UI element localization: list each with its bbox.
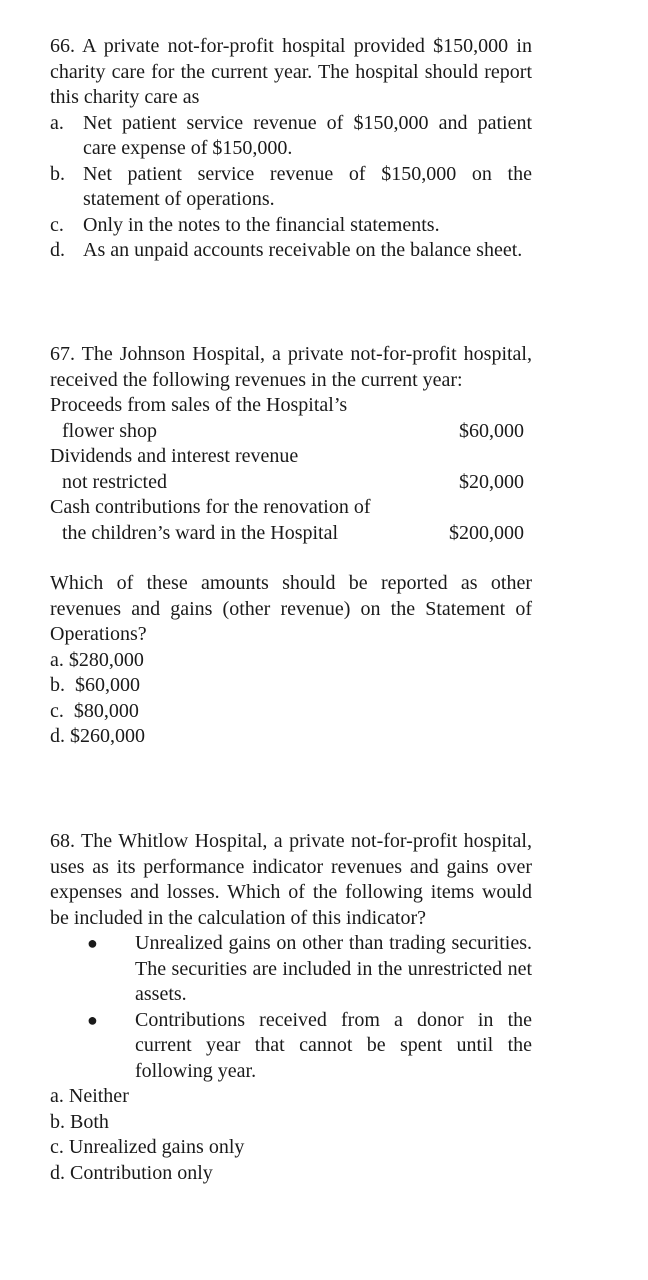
question-68-stem: 68. The Whitlow Hospital, a private not-for-profit hospital, uses as its performance indicator revenues and gains over expenses and losses. Which of the following items would be included in the calculation of this indicator? [50,830,532,929]
revenue-amount: $20,000 [459,470,524,493]
bullet-text: Contributions received from a donor in the current year that cannot be spent until the following year. [135,1008,532,1082]
question-66-stem: 66. A private not-for-profit hospital provided $150,000 in charity care for the current year. The hospital should report this charity care as [50,35,532,108]
revenue-row-contributions [50,495,524,546]
question-66 [50,34,532,264]
option-text: Net patient service revenue of $150,000 on the statement of operations. [83,162,532,210]
question-66-option-d [50,238,532,264]
question-67-option-d: d. $260,000 [50,725,145,747]
revenue-label-cont: flower shop [62,419,157,442]
question-66-option-c [50,213,532,239]
question-68 [50,829,532,1186]
question-66-option-a [50,111,532,162]
bullet-item [87,1008,532,1085]
revenue-label: Proceeds from sales of the Hospital’s [50,394,348,416]
revenue-amount: $60,000 [459,419,524,442]
question-67-prompt: Which of these amounts should be reported as other revenues and gains (other revenue) on the Statement of Operations? [50,572,532,645]
question-68-option-b: b. Both [50,1110,109,1133]
revenue-label: Dividends and interest revenue [50,445,299,467]
question-67-option-a: a. $280,000 [50,648,144,671]
bullet-item [87,931,532,1008]
option-text: Only in the notes to the financial statements. [83,213,440,236]
revenue-table [50,393,524,546]
question-68-option-a: a. Neither [50,1085,129,1107]
option-letter: c. [50,213,64,236]
option-text: As an unpaid accounts receivable on the balance sheet. [83,239,523,261]
revenue-label-cont: the children’s ward in the Hospital [62,521,339,544]
bullet-dot-icon: ● [87,933,98,953]
bullet-text: Unrealized gains on other than trading securities. The securities are included in the unrestricted net assets. [135,932,532,1005]
revenue-label: Cash contributions for the renovation of [50,496,371,518]
revenue-row-flower-shop [50,393,524,444]
option-letter: d. [50,239,65,261]
bullet-dot-icon: ● [87,1009,98,1030]
option-letter: b. [50,162,65,185]
revenue-amount: $200,000 [449,521,524,544]
question-67-option-c: c. $80,000 [50,699,139,722]
question-68-bullets [87,931,532,1084]
revenue-row-dividends [50,444,524,495]
option-letter: a. [50,111,64,134]
question-67-stem: 67. The Johnson Hospital, a private not-for-profit hospital, received the following revenues in the current year: [50,343,532,391]
question-67 [50,342,532,750]
question-67-option-b: b. $60,000 [50,674,140,696]
question-68-option-c: c. Unrealized gains only [50,1136,245,1158]
question-66-option-b [50,162,532,213]
option-text: Net patient service revenue of $150,000 and patient care expense of $150,000. [83,111,532,159]
question-68-option-d: d. Contribution only [50,1161,213,1184]
revenue-label-cont: not restricted [62,470,167,493]
